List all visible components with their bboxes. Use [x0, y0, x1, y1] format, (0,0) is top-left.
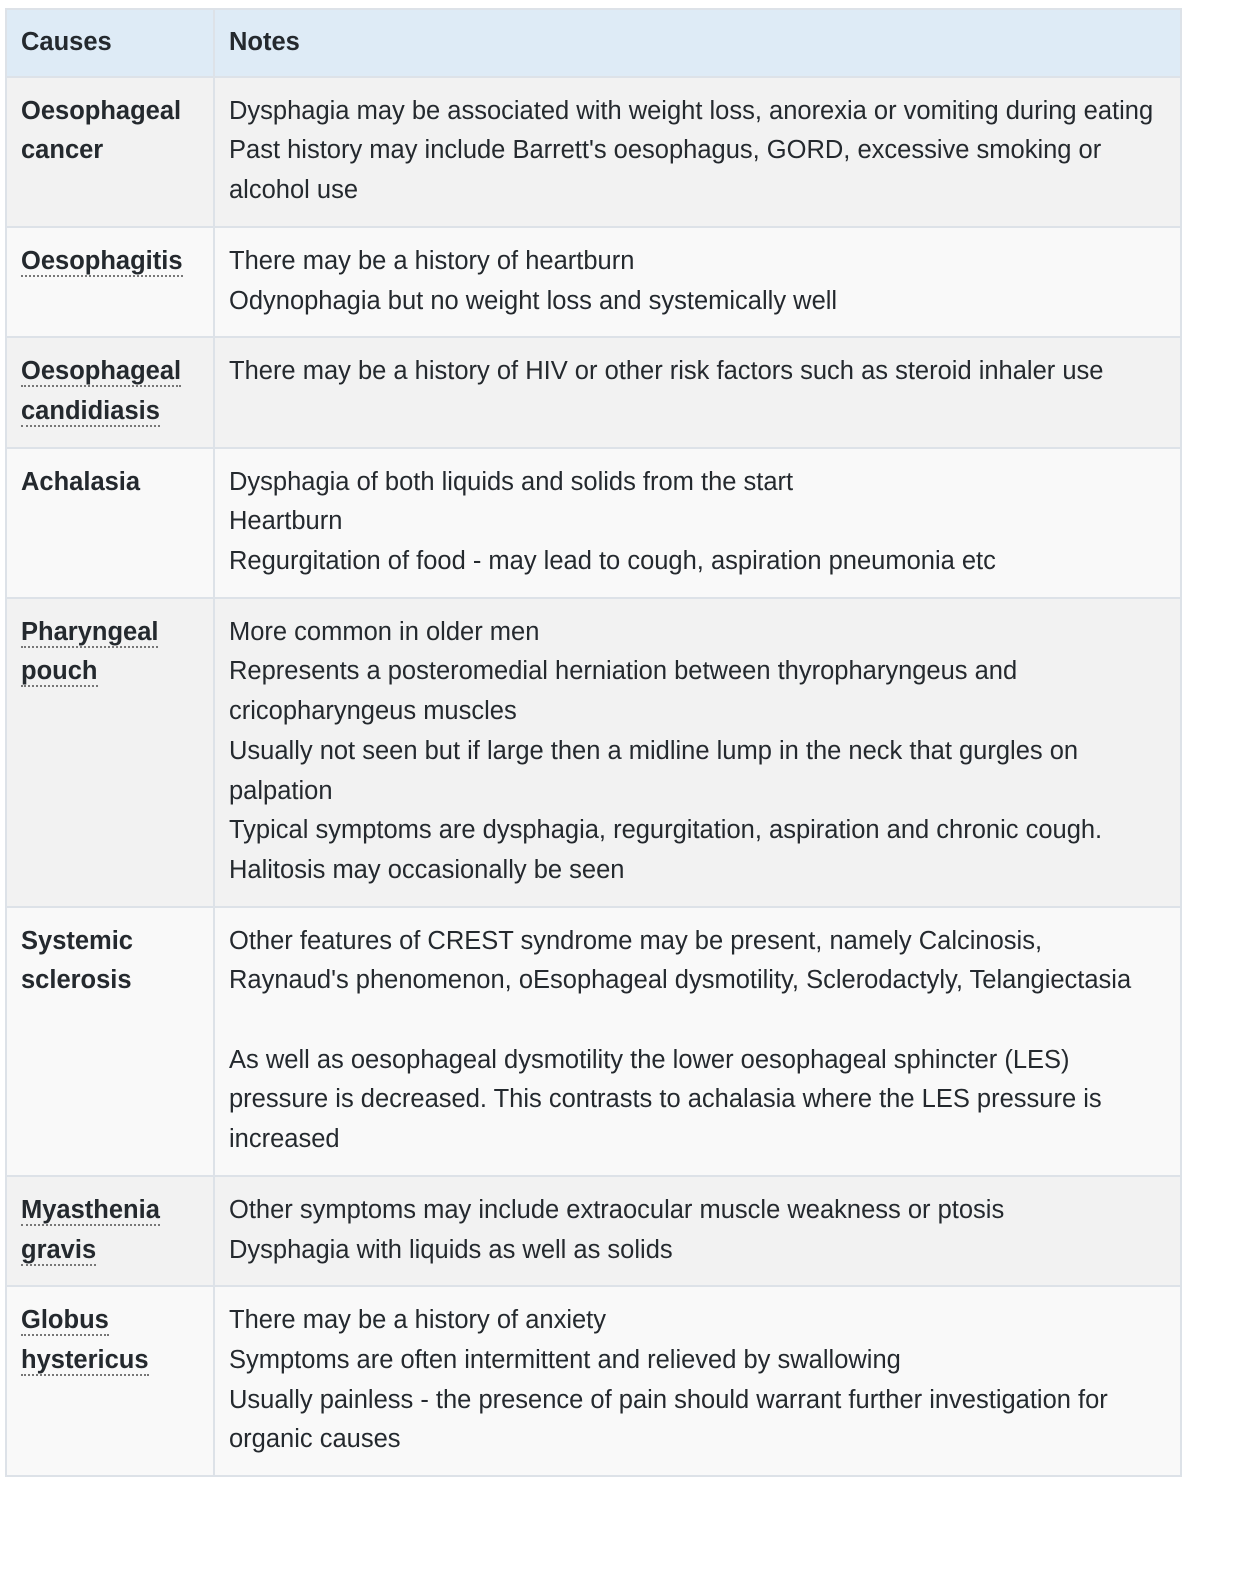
note-line: As well as oesophageal dysmotility the lower oesophageal sphincter (LES) pressure is decreased. This contrasts to achalasia where the LES pressure is increased	[229, 1045, 1102, 1154]
notes-cell	[214, 448, 1181, 598]
cause-link[interactable]: hystericus	[21, 1345, 149, 1374]
cause-link[interactable]: Globus	[21, 1306, 109, 1335]
cause-link[interactable]: pouch	[21, 657, 98, 686]
table-row	[6, 77, 1181, 227]
cause-label: Oesophageal cancer	[21, 96, 182, 165]
cause-cell	[6, 77, 214, 227]
note-line: Dysphagia may be associated with weight loss, anorexia or vomiting during eating	[229, 96, 1154, 125]
notes-cell	[214, 1176, 1181, 1286]
notes-cell	[214, 227, 1181, 337]
note-line: Typical symptoms are dysphagia, regurgitation, aspiration and chronic cough. Halitosis may occasionally be seen	[229, 816, 1103, 884]
table-row	[6, 598, 1181, 907]
header-causes: Causes	[6, 9, 214, 77]
notes-cell	[214, 907, 1181, 1176]
cause-label: Systemic sclerosis	[21, 926, 133, 995]
table-row	[6, 1286, 1181, 1476]
header-notes: Notes	[214, 9, 1181, 77]
header-row	[6, 9, 1181, 77]
note-line: Regurgitation of food - may lead to cough, aspiration pneumonia etc	[229, 547, 996, 576]
cause-link[interactable]: Myasthenia	[21, 1195, 160, 1224]
note-line: Dysphagia with liquids as well as solids	[229, 1235, 673, 1264]
note-line: There may be a history of heartburn	[229, 246, 635, 275]
note-line: Other features of CREST syndrome may be present, namely Calcinosis, Raynaud's phenomenon, oEsophageal dysmotility, Sclerodactyly, Telangiectasia	[229, 926, 1132, 995]
cause-cell	[6, 907, 214, 1176]
note-line: Usually painless - the presence of pain should warrant further investigation for organic causes	[229, 1385, 1108, 1454]
table-row	[6, 337, 1181, 447]
note-line: Usually not seen but if large then a midline lump in the neck that gurgles on palpation	[229, 736, 1079, 805]
note-line: There may be a history of HIV or other risk factors such as steroid inhaler use	[229, 357, 1104, 386]
notes-cell	[214, 337, 1181, 447]
notes-cell	[214, 598, 1181, 907]
cause-link[interactable]: Oesophageal	[21, 357, 182, 386]
table-row	[6, 907, 1181, 1176]
notes-cell	[214, 1286, 1181, 1476]
cause-link[interactable]: gravis	[21, 1235, 97, 1264]
note-line: More common in older men	[229, 617, 540, 646]
cause-label: Achalasia	[21, 467, 141, 496]
cause-cell	[6, 227, 214, 337]
note-line: Symptoms are often intermittent and relieved by swallowing	[229, 1345, 901, 1374]
note-line: Odynophagia but no weight loss and systemically well	[229, 286, 838, 315]
note-line: Other symptoms may include extraocular muscle weakness or ptosis	[229, 1195, 1005, 1224]
table-row	[6, 1176, 1181, 1286]
table-row	[6, 227, 1181, 337]
cause-link[interactable]: Oesophagitis	[21, 246, 183, 275]
cause-cell	[6, 1176, 214, 1286]
cause-cell	[6, 337, 214, 447]
causes-table	[5, 8, 1182, 1477]
cause-cell	[6, 448, 214, 598]
cause-link[interactable]: Pharyngeal	[21, 617, 159, 646]
cause-cell	[6, 1286, 214, 1476]
note-line: Represents a posteromedial herniation between thyropharyngeus and cricopharyngeus muscles	[229, 657, 1018, 726]
note-line: Dysphagia of both liquids and solids from the start	[229, 467, 794, 496]
cause-cell	[6, 598, 214, 907]
note-line	[229, 1001, 1166, 1041]
note-line: There may be a history of anxiety	[229, 1306, 607, 1335]
note-line: Heartburn	[229, 507, 343, 536]
note-line: Past history may include Barrett's oesophagus, GORD, excessive smoking or alcohol use	[229, 136, 1102, 205]
table-row	[6, 448, 1181, 598]
notes-cell	[214, 77, 1181, 227]
cause-link[interactable]: candidiasis	[21, 396, 160, 425]
